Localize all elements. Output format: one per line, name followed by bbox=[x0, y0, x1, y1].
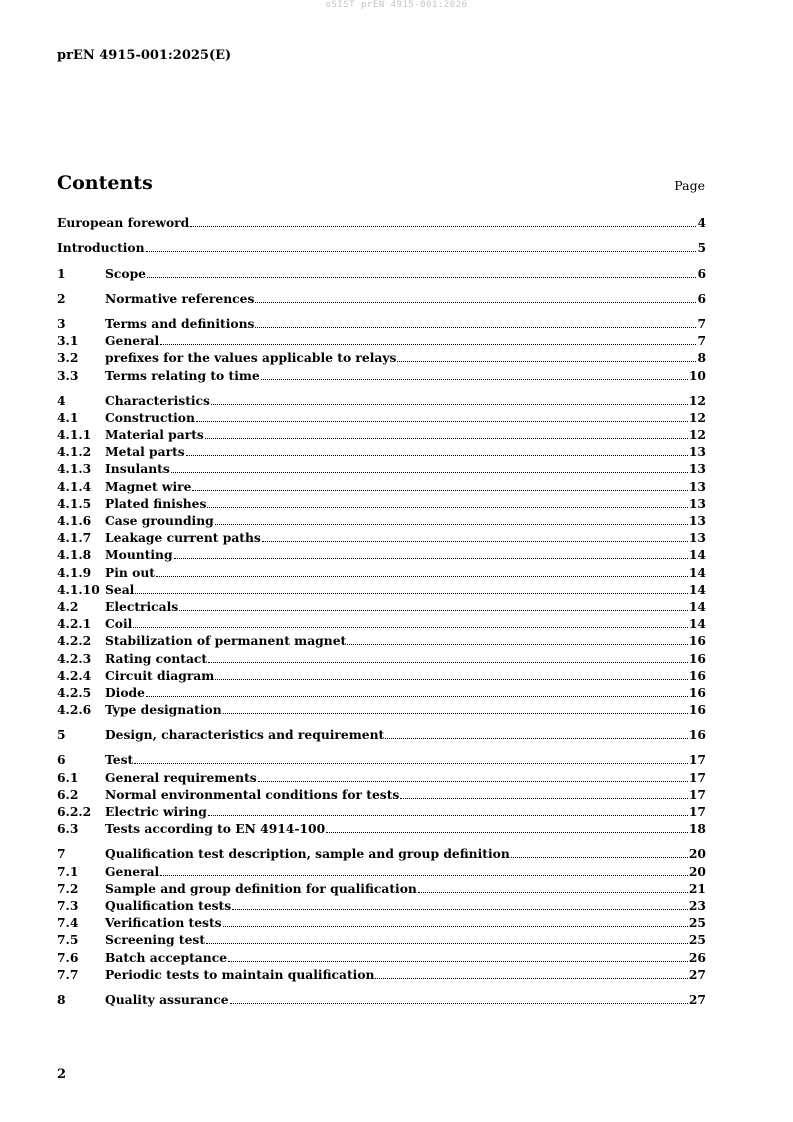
toc-entry-page: 7 bbox=[697, 333, 706, 349]
toc-entry-page: 6 bbox=[697, 290, 706, 306]
toc-entry-title: Mounting bbox=[105, 547, 173, 563]
toc-entry-page: 25 bbox=[688, 932, 706, 948]
toc-entry[interactable] bbox=[57, 751, 706, 768]
toc-entry-number: 6 bbox=[57, 752, 66, 768]
toc-entry-title: Leakage current paths bbox=[105, 530, 261, 546]
toc-entry-title: Normal environmental conditions for tests bbox=[105, 786, 400, 802]
toc-entry-title: Sample and group definition for qualification bbox=[105, 880, 417, 896]
toc-entry-page: 17 bbox=[688, 752, 706, 768]
dot-leader bbox=[418, 892, 688, 893]
toc-entry-title: Plated finishes bbox=[105, 495, 207, 511]
toc-entry-title: Quality assurance bbox=[105, 991, 229, 1007]
toc-entry[interactable] bbox=[57, 214, 706, 231]
toc-entry-title: Screening test bbox=[105, 932, 206, 948]
toc-entry[interactable] bbox=[57, 290, 706, 307]
toc-entry-title: Seal bbox=[105, 581, 135, 597]
toc-entry[interactable] bbox=[57, 581, 706, 598]
toc-entry-title: Qualification test description, sample and group definition bbox=[105, 846, 510, 862]
dot-leader bbox=[326, 832, 688, 833]
toc-entry-page: 13 bbox=[688, 478, 706, 494]
dot-leader bbox=[146, 696, 688, 697]
toc-entry-page: 18 bbox=[688, 821, 706, 837]
toc-entry-title: Diode bbox=[105, 684, 145, 700]
dot-leader bbox=[223, 713, 688, 714]
toc-entry[interactable] bbox=[57, 477, 706, 494]
toc-entry-number: 4.1.8 bbox=[57, 547, 92, 563]
toc-entry-title: European foreword bbox=[57, 215, 190, 231]
toc-entry-page: 7 bbox=[697, 315, 706, 331]
toc-entry-page: 13 bbox=[688, 444, 706, 460]
toc-entry[interactable] bbox=[57, 726, 706, 743]
toc-entry-title: Case grounding bbox=[105, 513, 214, 528]
toc-entry[interactable] bbox=[57, 315, 706, 332]
toc-entry-title: Coil bbox=[105, 616, 133, 632]
toc-entry-page: 16 bbox=[688, 633, 706, 649]
dot-leader bbox=[230, 1003, 688, 1004]
toc-entry-page: 20 bbox=[688, 863, 706, 879]
toc-entry-title: Periodic tests to maintain qualification bbox=[105, 966, 375, 982]
dot-leader bbox=[190, 226, 696, 227]
toc-entry-number: 4.2.5 bbox=[57, 684, 92, 700]
toc-entry-title: Characteristics bbox=[105, 392, 210, 408]
toc-entry-page: 14 bbox=[688, 564, 706, 580]
dot-leader bbox=[206, 943, 688, 944]
dot-leader bbox=[261, 379, 688, 380]
toc-entry-title: Scope bbox=[105, 265, 146, 281]
toc-entry-page: 16 bbox=[688, 727, 706, 743]
toc-entry-number: 4.2.3 bbox=[57, 650, 92, 666]
toc-entry-number: 4.2.2 bbox=[57, 633, 92, 649]
dot-leader bbox=[347, 644, 688, 645]
toc-entry-title: Verification tests bbox=[105, 915, 222, 931]
page-number: 2 bbox=[57, 1067, 67, 1082]
toc-entry-number: 7.4 bbox=[57, 915, 79, 931]
toc-entry[interactable] bbox=[57, 820, 706, 837]
toc-entry[interactable] bbox=[57, 563, 706, 580]
toc-entry-title: Design, characteristics and requirement bbox=[105, 727, 385, 743]
toc-entry-page: 17 bbox=[688, 769, 706, 785]
dot-leader bbox=[228, 961, 688, 962]
dot-leader bbox=[192, 490, 687, 491]
toc-entry[interactable] bbox=[57, 349, 706, 366]
toc-entry[interactable] bbox=[57, 443, 706, 460]
toc-entry-page: 8 bbox=[697, 350, 706, 366]
dot-leader bbox=[215, 524, 688, 525]
toc-entry-title: Construction bbox=[105, 409, 195, 425]
dot-leader bbox=[375, 978, 687, 979]
toc-entry-number: 6.3 bbox=[57, 821, 79, 837]
toc-entry-page: 25 bbox=[688, 915, 706, 931]
toc-entry-page: 23 bbox=[688, 897, 706, 913]
dot-leader bbox=[208, 662, 688, 663]
toc-entry[interactable] bbox=[57, 991, 706, 1008]
toc-entry-title: Batch acceptance bbox=[105, 949, 228, 965]
dot-leader bbox=[160, 344, 696, 345]
toc-entry[interactable] bbox=[57, 786, 706, 803]
toc-entry-page: 17 bbox=[688, 786, 706, 802]
toc-entry-number: 7 bbox=[57, 846, 66, 862]
dot-leader bbox=[400, 798, 688, 799]
dot-leader bbox=[208, 815, 688, 816]
contents-heading: Contents bbox=[57, 172, 153, 194]
toc-entry-number: 8 bbox=[57, 991, 66, 1007]
toc-entry-title: Metal parts bbox=[105, 444, 185, 460]
toc-entry-number: 4.1.10 bbox=[57, 581, 100, 597]
dot-leader bbox=[215, 679, 688, 680]
toc-entry-page: 20 bbox=[688, 846, 706, 862]
toc-entry-page: 12 bbox=[688, 427, 706, 443]
toc-entry[interactable] bbox=[57, 426, 706, 443]
toc-entry-title: Circuit diagram bbox=[105, 667, 215, 683]
toc-entry-number: 1 bbox=[57, 265, 66, 281]
toc-entry-number: 7.6 bbox=[57, 949, 79, 965]
toc-entry-number: 6.2.2 bbox=[57, 804, 92, 819]
toc-entry-number: 7.1 bbox=[57, 863, 79, 879]
toc-entry-number: 5 bbox=[57, 727, 66, 743]
toc-entry-page: 16 bbox=[688, 650, 706, 666]
toc-entry-number: 3.1 bbox=[57, 333, 79, 349]
dot-leader bbox=[186, 455, 688, 456]
dot-leader bbox=[171, 472, 688, 473]
dot-leader bbox=[255, 327, 696, 328]
toc-entry[interactable] bbox=[57, 768, 706, 785]
toc-entry[interactable] bbox=[57, 332, 706, 349]
toc-entry[interactable] bbox=[57, 632, 706, 649]
toc-entry-title: Electricals bbox=[105, 598, 179, 614]
toc-entry-page: 17 bbox=[688, 804, 706, 819]
dot-leader bbox=[232, 909, 688, 910]
toc-entry[interactable] bbox=[57, 897, 706, 914]
toc-entry-page: 13 bbox=[688, 461, 706, 477]
toc-entry-title: Tests according to EN 4914-100 bbox=[105, 821, 326, 837]
toc-entry-title: Magnet wire bbox=[105, 478, 192, 494]
dot-leader bbox=[156, 576, 688, 577]
toc-entry-page: 26 bbox=[688, 949, 706, 965]
toc-entry-number: 4.1.4 bbox=[57, 478, 92, 494]
toc-entry-page: 12 bbox=[688, 392, 706, 408]
toc-entry-title: Electric wiring bbox=[105, 804, 207, 819]
dot-leader bbox=[133, 627, 688, 628]
toc-entry[interactable] bbox=[57, 966, 706, 983]
dot-leader bbox=[255, 302, 696, 303]
toc-entry-title: prefixes for the values applicable to relays bbox=[105, 350, 397, 366]
toc-entry[interactable] bbox=[57, 460, 706, 477]
dot-leader bbox=[135, 593, 688, 594]
toc-entry-page: 14 bbox=[688, 581, 706, 597]
toc-entry-number: 3.3 bbox=[57, 367, 79, 383]
dot-leader bbox=[179, 610, 688, 611]
toc-entry[interactable] bbox=[57, 948, 706, 965]
table-of-contents bbox=[57, 214, 706, 1008]
dot-leader bbox=[211, 404, 688, 405]
toc-entry-title: Rating contact bbox=[105, 650, 208, 666]
dot-leader bbox=[160, 875, 688, 876]
toc-entry-page: 27 bbox=[688, 991, 706, 1007]
toc-entry-number: 6.2 bbox=[57, 786, 79, 802]
dot-leader bbox=[205, 438, 688, 439]
toc-entry-page: 16 bbox=[688, 702, 706, 718]
toc-entry-number: 4.1.1 bbox=[57, 427, 92, 443]
document-identifier: prEN 4915-001:2025(E) bbox=[57, 48, 232, 63]
toc-entry-page: 5 bbox=[697, 240, 706, 256]
toc-entry-number: 4.1.9 bbox=[57, 564, 92, 580]
toc-entry-page: 14 bbox=[688, 616, 706, 632]
toc-entry[interactable] bbox=[57, 264, 706, 281]
toc-entry-page: 14 bbox=[688, 598, 706, 614]
toc-entry-title: Material parts bbox=[105, 427, 204, 443]
toc-entry[interactable] bbox=[57, 931, 706, 948]
toc-entry[interactable] bbox=[57, 512, 706, 529]
toc-entry[interactable] bbox=[57, 649, 706, 666]
toc-entry-number: 4.1.6 bbox=[57, 513, 92, 528]
toc-entry[interactable] bbox=[57, 845, 706, 862]
toc-entry-title: Normative references bbox=[105, 290, 255, 306]
toc-entry[interactable] bbox=[57, 667, 706, 684]
dot-leader bbox=[147, 277, 696, 278]
toc-entry[interactable] bbox=[57, 495, 706, 512]
toc-entry-number: 4.1.2 bbox=[57, 444, 92, 460]
toc-entry[interactable] bbox=[57, 546, 706, 563]
toc-entry-title: Terms relating to time bbox=[105, 367, 260, 383]
toc-entry-page: 10 bbox=[688, 367, 706, 383]
toc-entry[interactable] bbox=[57, 803, 706, 820]
toc-entry-page: 13 bbox=[688, 495, 706, 511]
toc-entry-title: Test bbox=[105, 752, 134, 768]
toc-entry-page: 21 bbox=[688, 880, 706, 896]
toc-entry[interactable] bbox=[57, 366, 706, 383]
dot-leader bbox=[397, 361, 696, 362]
toc-entry[interactable] bbox=[57, 409, 706, 426]
toc-entry[interactable] bbox=[57, 862, 706, 879]
toc-entry-title: Stabilization of permanent magnet bbox=[105, 633, 347, 649]
toc-entry-number: 4.2.4 bbox=[57, 667, 92, 683]
toc-entry-number: 4.2.1 bbox=[57, 616, 92, 632]
toc-entry[interactable] bbox=[57, 598, 706, 615]
dot-leader bbox=[196, 421, 688, 422]
toc-entry-number: 3.2 bbox=[57, 350, 79, 366]
toc-entry[interactable] bbox=[57, 880, 706, 897]
dot-leader bbox=[262, 541, 688, 542]
dot-leader bbox=[207, 507, 687, 508]
toc-entry-number: 7.3 bbox=[57, 897, 79, 913]
toc-entry-number: 4.1 bbox=[57, 409, 79, 425]
toc-entry-page: 16 bbox=[688, 667, 706, 683]
toc-entry-title: Qualification tests bbox=[105, 897, 232, 913]
toc-entry-page: 4 bbox=[697, 215, 706, 231]
toc-entry-number: 4 bbox=[57, 392, 66, 408]
toc-entry-page: 16 bbox=[688, 684, 706, 700]
toc-entry-number: 4.2.6 bbox=[57, 702, 92, 718]
dot-leader bbox=[146, 251, 697, 252]
toc-entry-number: 2 bbox=[57, 290, 66, 306]
toc-entry-title: Introduction bbox=[57, 240, 145, 256]
toc-entry-number: 7.7 bbox=[57, 966, 79, 982]
toc-entry[interactable] bbox=[57, 529, 706, 546]
toc-entry-page: 6 bbox=[697, 265, 706, 281]
toc-entry-title: Type designation bbox=[105, 702, 222, 718]
watermark: oSIST prEN 4915-001:2026 bbox=[325, 0, 468, 10]
toc-entry-number: 3 bbox=[57, 315, 66, 331]
toc-entry-page: 14 bbox=[688, 547, 706, 563]
toc-entry-number: 6.1 bbox=[57, 769, 79, 785]
toc-entry-number: 7.5 bbox=[57, 932, 79, 948]
dot-leader bbox=[258, 781, 688, 782]
toc-entry-title: Insulants bbox=[105, 461, 170, 477]
toc-entry-page: 27 bbox=[688, 966, 706, 982]
toc-entry[interactable] bbox=[57, 914, 706, 931]
dot-leader bbox=[223, 926, 688, 927]
toc-entry-title: General requirements bbox=[105, 769, 257, 785]
dot-leader bbox=[385, 738, 688, 739]
toc-entry[interactable] bbox=[57, 615, 706, 632]
toc-entry-number: 4.1.7 bbox=[57, 530, 92, 546]
toc-entry-number: 4.2 bbox=[57, 598, 79, 614]
toc-entry-title: Terms and definitions bbox=[105, 315, 255, 331]
toc-entry[interactable] bbox=[57, 701, 706, 718]
page-column-label: Page bbox=[674, 178, 705, 193]
toc-entry-page: 13 bbox=[688, 530, 706, 546]
toc-entry-page: 12 bbox=[688, 409, 706, 425]
toc-entry-title: General bbox=[105, 863, 160, 879]
toc-entry-number: 7.2 bbox=[57, 880, 79, 896]
toc-entry-number: 4.1.5 bbox=[57, 495, 92, 511]
toc-entry-title: General bbox=[105, 333, 160, 349]
dot-leader bbox=[511, 857, 688, 858]
toc-entry-page: 13 bbox=[688, 513, 706, 528]
toc-entry[interactable] bbox=[57, 684, 706, 701]
toc-entry-number: 4.1.3 bbox=[57, 461, 92, 477]
dot-leader bbox=[174, 558, 688, 559]
dot-leader bbox=[134, 763, 688, 764]
toc-entry[interactable] bbox=[57, 239, 706, 256]
toc-entry-title: Pin out bbox=[105, 564, 155, 580]
toc-entry[interactable] bbox=[57, 392, 706, 409]
